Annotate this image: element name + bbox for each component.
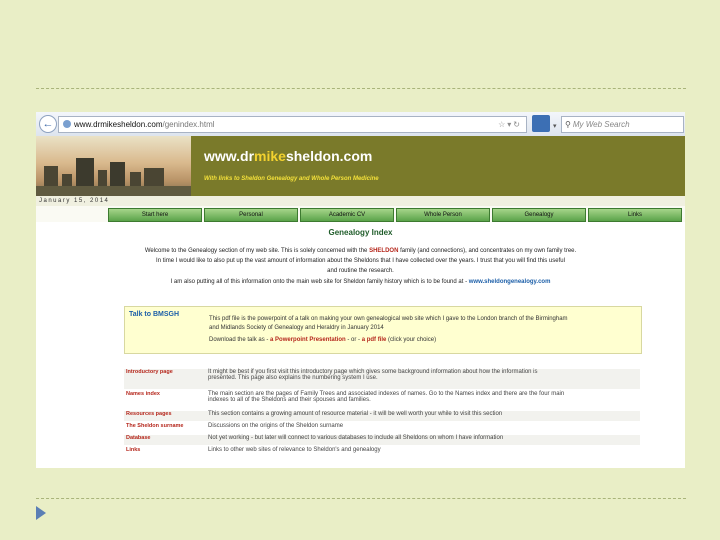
index-row xyxy=(124,411,640,421)
row-desc: This section contains a growing amount of resource material - it will be well worth your while to visit this section xyxy=(208,411,503,417)
nav-academic-cv[interactable]: Academic CV xyxy=(300,208,394,222)
url-domain: www.drmikesheldon.com xyxy=(74,120,163,129)
intro-line-2: In time I would like to also put up the vast amount of information about the Sheldons that I have collected over the years. I trust that you will find this useful xyxy=(156,258,565,264)
browser-screenshot xyxy=(36,112,685,468)
row-desc: It might be best if you first visit this introductory page which gives some background information about how the information is presented. This page also explains the numbering system I use. xyxy=(208,369,538,381)
row-link[interactable]: Introductory page xyxy=(126,369,173,375)
site-tagline: With links to Sheldon Genealogy and Whole Person Medicine xyxy=(204,176,379,182)
nav-personal[interactable]: Personal xyxy=(204,208,298,222)
nav-start-here[interactable]: Start here xyxy=(108,208,202,222)
pdf-link[interactable]: a pdf file xyxy=(361,337,387,343)
reload-icon[interactable]: ↻ xyxy=(513,120,522,129)
row-desc: Not yet working - but later will connect to various databases to include all Sheldons on whom I have information xyxy=(208,435,504,441)
powerpoint-link[interactable]: a Powerpoint Presentation xyxy=(270,337,346,343)
nav-links[interactable]: Links xyxy=(588,208,682,222)
city-skyline-photo xyxy=(36,136,191,196)
row-link[interactable]: Database xyxy=(126,435,151,441)
date-bar: January 15, 2014 xyxy=(36,196,685,206)
row-desc: The main section are the pages of Family Trees and associated indexes of names. Go to the Names index and there are the four main indexes to all of the Sheldons and their spouses and families. xyxy=(208,391,565,403)
top-divider xyxy=(36,88,686,89)
intro-line-4: I am also putting all of this information onto the main web site for Sheldon family history which is to be found at - www.sheldongenealogy.com xyxy=(170,279,551,285)
search-icon: ⚲ xyxy=(565,120,571,129)
nav-whole-person[interactable]: Whole Person xyxy=(396,208,490,222)
browser-toolbar xyxy=(36,112,685,137)
chevron-down-icon[interactable]: ▾ xyxy=(553,123,557,130)
talk-label[interactable]: Talk to BMSGH xyxy=(129,311,180,318)
row-desc: Links to other web sites of relevance to Sheldon's and genealogy xyxy=(208,447,381,453)
star-icon[interactable]: ☆ xyxy=(498,120,508,129)
address-bar[interactable] xyxy=(58,116,527,133)
main-nav xyxy=(108,208,685,220)
row-link[interactable]: Links xyxy=(126,447,141,453)
back-arrow-icon[interactable]: ← xyxy=(39,115,57,133)
dropdown-icon[interactable]: ▾ xyxy=(507,120,514,129)
row-desc: Discussions on the origins of the Sheldon surname xyxy=(208,423,344,429)
page-heading: Genealogy Index xyxy=(328,228,393,237)
intro-line-3: and routine the research. xyxy=(327,268,394,274)
index-row xyxy=(124,435,640,445)
talk-download-line: Download the talk as - a Powerpoint Presentation - or - a pdf file (click your choice) xyxy=(209,337,437,343)
index-row xyxy=(124,391,640,411)
search-box[interactable] xyxy=(561,116,684,133)
url-path: /genindex.html xyxy=(162,120,215,129)
play-arrow-icon[interactable] xyxy=(36,506,46,520)
site-title: www.drmikesheldon.com xyxy=(204,148,373,164)
index-row xyxy=(124,369,640,389)
talk-text-1: This pdf file is the powerpoint of a talk on making your own genealogical web site which I gave to the London branch of the Birmingham xyxy=(209,316,568,322)
row-link[interactable]: The Sheldon surname xyxy=(126,423,184,429)
row-link[interactable]: Names index xyxy=(126,391,160,397)
intro-line-1: Welcome to the Genealogy section of my web site. This is solely concerned with the SHELDON family (and connections), and concentrates on my own family tree. xyxy=(144,248,577,254)
site-banner xyxy=(36,136,685,196)
talk-box xyxy=(124,306,642,354)
sheldongenealogy-link[interactable]: www.sheldongenealogy.com xyxy=(468,279,551,285)
bottom-divider xyxy=(36,498,686,499)
index-row xyxy=(124,423,640,433)
search-placeholder: My Web Search xyxy=(572,120,630,129)
talk-text-2: and Midlands Society of Genealogy and Heraldry in January 2014 xyxy=(209,325,384,331)
index-row xyxy=(124,447,640,457)
nav-genealogy[interactable]: Genealogy xyxy=(492,208,586,222)
page-content xyxy=(36,222,685,468)
address-bar-tools xyxy=(498,117,522,132)
extension-icon[interactable] xyxy=(532,115,550,132)
globe-icon xyxy=(63,120,71,128)
row-link[interactable]: Resources pages xyxy=(126,411,172,417)
